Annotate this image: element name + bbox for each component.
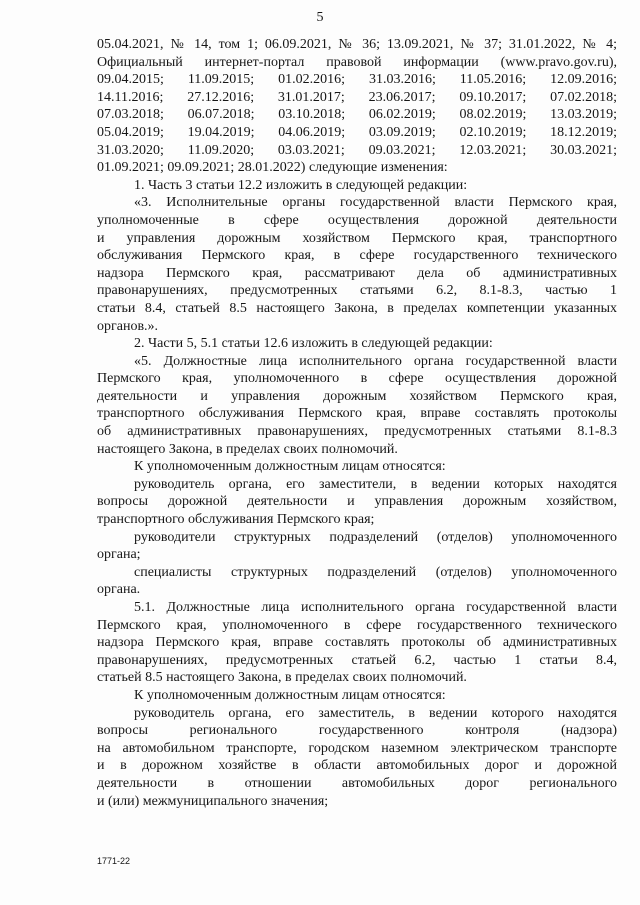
text-line: 5.1. Должностные лица исполнительного органа государственной власти (134, 600, 617, 615)
text-line: деятельности и управления дорожным хозяйством Пермского края, (97, 388, 617, 404)
text-line: правонарушениях, предусмотренных статьей 6.2, частью 1 статьи 8.4, (97, 652, 617, 668)
text-line: специалисты структурных подразделений (отделов) уполномоченного (134, 564, 617, 580)
text-line: 31.03.2020; 11.09.2020; 03.03.2021; 09.03.2021; 12.03.2021; 30.03.2021; (97, 142, 617, 158)
text-line: вопросы регионального государственного контроля (надзора) (97, 723, 617, 739)
text-line: Официальный интернет-портал правовой информации (www.pravo.gov.ru), (97, 54, 617, 70)
text-line: 07.03.2018; 06.07.2018; 03.10.2018; 06.02.2019; 08.02.2019; 13.03.2019; (97, 107, 617, 123)
text-line: 01.09.2021; 09.09.2021; 28.01.2022) следующие изменения: (97, 160, 448, 176)
text-line: настоящего Закона, в пределах своих полномочий. (97, 441, 398, 457)
text-line: 14.11.2016; 27.12.2016; 31.01.2017; 23.06.2017; 09.10.2017; 07.02.2018; (97, 89, 617, 105)
text-line: обслуживания Пермского края, в сфере государственного технического (97, 248, 617, 264)
page-number: 5 (316, 10, 324, 25)
text-line: и управления дорожным хозяйством Пермского края, транспортного (97, 230, 617, 246)
text-line: 1. Часть 3 статьи 12.2 изложить в следующей редакции: (134, 177, 468, 193)
document-code: 1771-22 (97, 856, 131, 866)
text-line: на автомобильном транспорте, городском наземном электрическом транспорте (97, 740, 617, 756)
text-line: руководители структурных подразделений (отделов) уполномоченного (134, 529, 617, 545)
text-line: органов.». (97, 318, 159, 334)
text-line: Пермского края, уполномоченного в сфере государственного технического (97, 617, 617, 633)
text-line: органа; (97, 547, 141, 563)
text-line: транспортного обслуживания Пермского края; (97, 512, 375, 528)
text-line: вопросы дорожной деятельности и управления дорожным хозяйством, (97, 494, 617, 510)
text-line: органа. (97, 582, 141, 598)
text-line: руководитель органа, его заместитель, в ведении которого находятся (134, 705, 617, 721)
text-line: К уполномоченным должностным лицам относятся: (134, 459, 446, 475)
text-line: 05.04.2021, № 14, том 1; 06.09.2021, № 36; 13.09.2021, № 37; 31.01.2022, № 4; (97, 37, 617, 52)
text-line: статьи 8.4, статьей 8.5 настоящего Закона, в пределах компетенции указанных (97, 300, 617, 316)
text-line: уполномоченные в сфере осуществления дорожной деятельности (97, 212, 617, 228)
text-line: 05.04.2019; 19.04.2019; 04.06.2019; 03.09.2019; 02.10.2019; 18.12.2019; (97, 124, 617, 140)
text-line: К уполномоченным должностным лицам относятся: (134, 687, 446, 703)
text-line: статьей 8.5 настоящего Закона, в пределах своих полномочий. (97, 670, 467, 686)
text-line: Пермского края, уполномоченного в сфере осуществления дорожной (97, 371, 617, 387)
text-line: «5. Должностные лица исполнительного органа государственной власти (134, 353, 617, 369)
text-line: 2. Части 5, 5.1 статьи 12.6 изложить в следующей редакции: (134, 336, 493, 352)
text-line: надзора Пермского края, рассматривают дела об административных (97, 265, 617, 281)
text-line: правонарушениях, предусмотренных статьями 6.2, 8.1-8.3, частью 1 (97, 283, 617, 299)
document-body (97, 36, 617, 810)
text-line: «3. Исполнительные органы государственной власти Пермского края, (134, 195, 617, 211)
text-line: надзора Пермского края, вправе составлять протоколы об административных (97, 635, 617, 651)
text-line: деятельности в отношении автомобильных дорог регионального (97, 775, 617, 791)
text-line: руководитель органа, его заместители, в ведении которых находятся (134, 476, 617, 492)
text-line: транспортного обслуживания Пермского края, вправе составлять протоколы (97, 406, 617, 422)
text-line: об административных правонарушениях, предусмотренных статьями 8.1-8.3 (97, 424, 617, 440)
text-line: и (или) межмуниципального значения; (97, 793, 329, 809)
text-line: 09.04.2015; 11.09.2015; 01.02.2016; 31.03.2016; 11.05.2016; 12.09.2016; (97, 72, 617, 88)
text-line: и в дорожном хозяйстве в области автомобильных дорог и дорожной (97, 758, 617, 774)
